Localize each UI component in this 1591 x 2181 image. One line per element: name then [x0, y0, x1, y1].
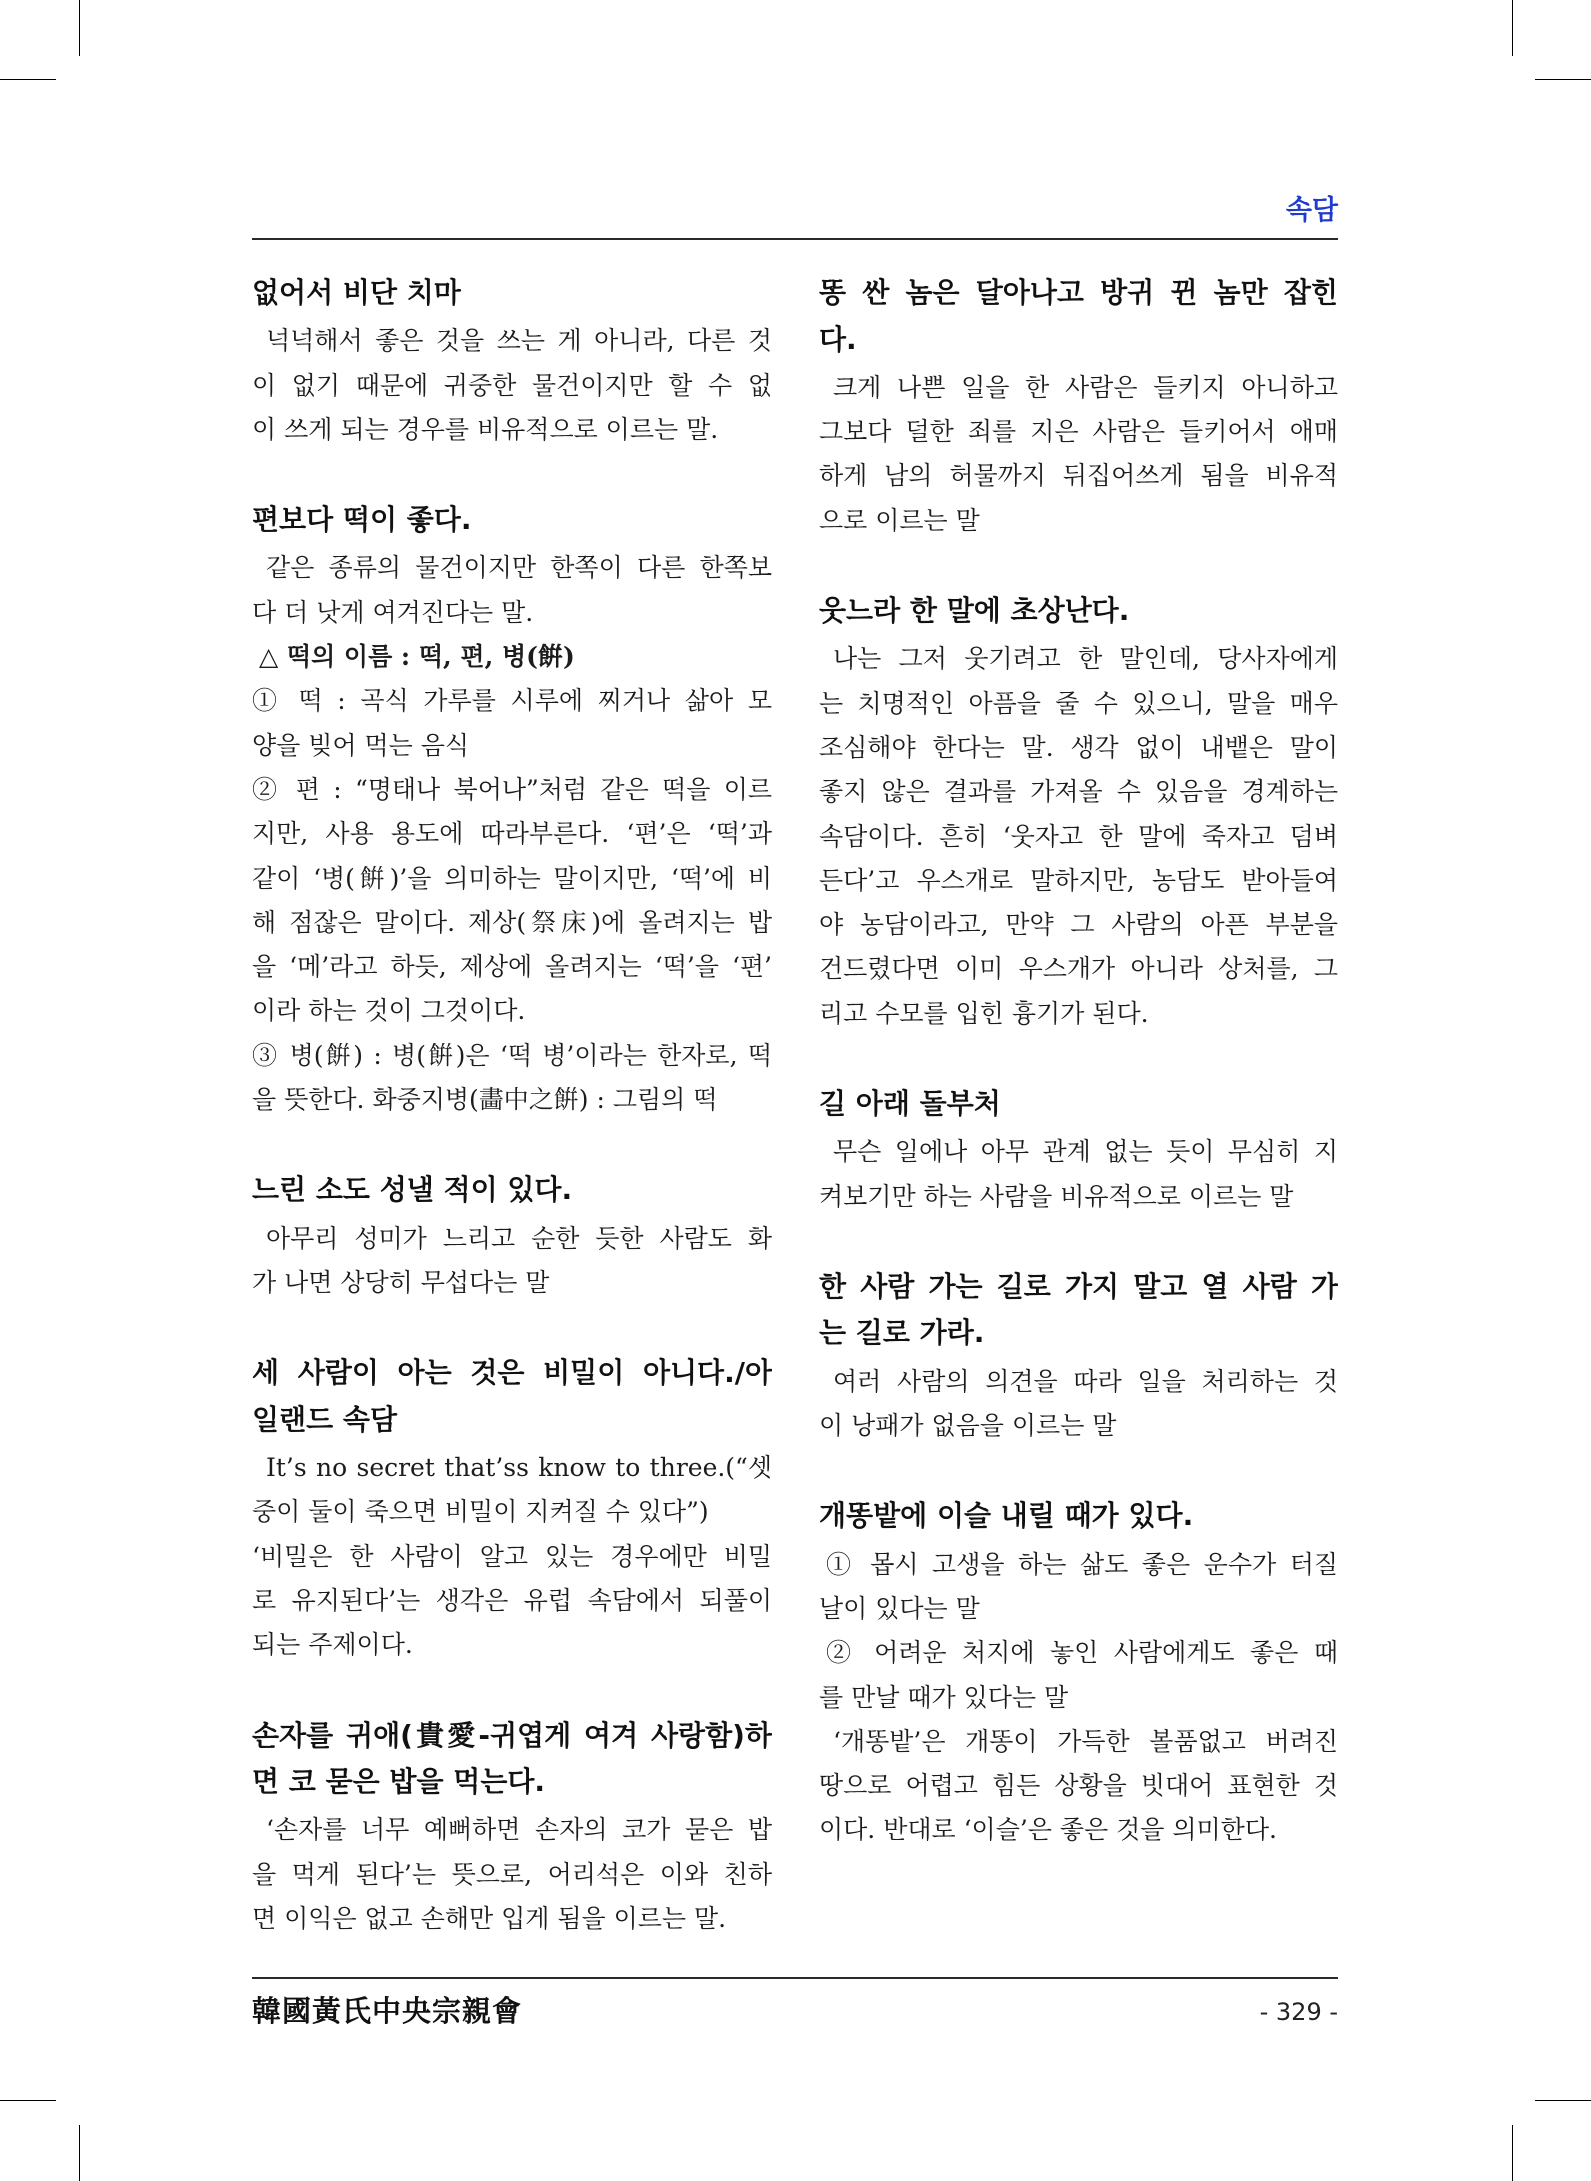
entry-title-line: 없어서 비단 치마	[252, 276, 461, 309]
body-line: 켜보기만 하는 사람을 비유적으로 이르는 말	[819, 1181, 1294, 1211]
entry-title-line: 웃느라 한 말에 초상난다.	[819, 594, 1130, 628]
entry-title	[252, 270, 772, 317]
body-line: ‘개똥밭’은 개똥이 가득한 볼품없고 버려진	[833, 1726, 1338, 1756]
entry-title	[252, 497, 772, 544]
proverb-entry	[252, 1713, 772, 1942]
crop-mark	[1535, 2100, 1591, 2101]
entry-title-line: 개똥밭에 이슬 내릴 때가 있다.	[819, 1499, 1194, 1533]
body-line: 리고 수모를 입힌 흉기가 된다.	[819, 998, 1149, 1028]
left-column	[252, 270, 772, 1941]
entry-body	[819, 1360, 1338, 1449]
entry-title-line: 손자를 귀애(貴愛-귀엽게 여겨 사랑함)하	[252, 1718, 772, 1752]
body-line: 을 먹게 된다’는 뜻으로, 어리석은 이와 친하	[252, 1859, 772, 1889]
body-line: 같이 ‘병(餠)’을 의미하는 말이지만, ‘떡’에 비	[252, 863, 772, 893]
body-line: 땅으로 어렵고 힘든 상황을 빗대어 표현한 것	[819, 1771, 1338, 1801]
entry-title	[819, 1081, 1338, 1128]
entry-title-line: 한 사람 가는 길로 가지 말고 열 사람 가	[819, 1269, 1338, 1303]
body-line: 으로 이르는 말	[819, 505, 980, 535]
body-line: ① 몹시 고생을 하는 삶도 좋은 운수가 터질	[826, 1549, 1338, 1579]
body-line: 하게 남의 허물까지 뒤집어쓰게 됨을 비유적	[819, 461, 1338, 491]
entry-title	[819, 270, 1338, 363]
crop-mark	[1512, 2125, 1513, 2181]
body-line: 날이 있다는 말	[819, 1593, 980, 1623]
body-line: 건드렸다면 이미 우스개가 아니라 상처를, 그	[819, 954, 1338, 984]
crop-mark	[1512, 0, 1513, 56]
body-line: 이다. 반대로 ‘이슬’은 좋은 것을 의미한다.	[819, 1815, 1277, 1845]
entry-title	[819, 588, 1338, 635]
entry-title-line: 똥 싼 놈은 달아나고 방귀 뀐 놈만 잡힌	[819, 276, 1338, 309]
entry-body	[819, 1130, 1338, 1219]
right-column	[819, 270, 1338, 1853]
body-line: 아무리 성미가 느리고 순한 듯한 사람도 화	[266, 1223, 772, 1253]
body-line: 가 나면 상당히 무섭다는 말	[252, 1267, 550, 1297]
proverb-entry	[252, 497, 772, 1122]
crop-mark	[79, 0, 80, 56]
body-line: 을 ‘메’라고 하듯, 제상에 올려지는 ‘떡’을 ‘편’	[252, 952, 772, 982]
body-line: 야 농담이라고, 만약 그 사람의 아픈 부분을	[819, 910, 1338, 940]
body-line: 중이 둘이 죽으면 비밀이 지켜질 수 있다”)	[252, 1497, 709, 1527]
body-line: ② 편 : “명태나 북어나”처럼 같은 떡을 이르	[252, 774, 772, 804]
entry-body	[252, 1446, 772, 1667]
page-number: - 329 -	[1259, 1998, 1338, 2026]
entry-body	[252, 319, 772, 452]
header-rule	[252, 238, 1338, 240]
entry-title	[819, 1264, 1338, 1357]
body-line: 이라 하는 것이 그것이다.	[252, 996, 526, 1026]
body-line: 나는 그저 웃기려고 한 말인데, 당사자에게	[833, 644, 1338, 674]
body-line: ② 어려운 처지에 놓인 사람에게도 좋은 때	[826, 1638, 1338, 1668]
body-line: 로 유지된다’는 생각은 유럽 속담에서 되풀이	[252, 1585, 772, 1615]
entry-title	[252, 1713, 772, 1806]
entry-title-line: 길 아래 돌부처	[819, 1087, 1001, 1121]
entry-title-line: 편보다 떡이 좋다.	[252, 503, 472, 537]
body-line: 이 낭패가 없음을 이르는 말	[819, 1411, 1117, 1441]
body-line: 양을 빚어 먹는 음식	[252, 730, 470, 760]
proverb-entry	[252, 270, 772, 452]
body-line: 든다’고 우스개로 말하지만, 농담도 받아들여	[819, 865, 1338, 895]
footer-rule	[252, 1977, 1338, 1979]
body-line: 되는 주제이다.	[252, 1630, 413, 1660]
entry-body	[252, 1217, 772, 1306]
publisher-name: 韓國黃氏中央宗親會	[252, 1994, 523, 2028]
body-line: ‘비밀은 한 사람이 알고 있는 경우에만 비밀	[252, 1541, 772, 1571]
entry-body	[819, 1543, 1338, 1853]
entry-body	[252, 546, 772, 1122]
body-line: ① 떡 : 곡식 가루를 시루에 찌거나 삶아 모	[252, 686, 772, 716]
crop-mark	[0, 79, 56, 80]
body-line: △ 떡의 이름 : 떡, 편, 병(餠)	[259, 642, 575, 672]
body-line: 해 점잖은 말이다. 제상(祭床)에 올려지는 밥	[252, 907, 772, 937]
proverb-entry	[819, 1493, 1338, 1852]
body-line: 면 이익은 없고 손해만 입게 됨을 이르는 말.	[252, 1904, 727, 1934]
body-line: 이 쓰게 되는 경우를 비유적으로 이르는 말.	[252, 414, 719, 444]
body-line: 속담이다. 흔히 ‘웃자고 한 말에 죽자고 덤벼	[819, 821, 1338, 851]
proverb-entry	[819, 588, 1338, 1036]
body-line: 좋지 않은 결과를 가져올 수 있음을 경계하는	[819, 777, 1338, 807]
entry-title-line: 면 코 묻은 밥을 먹는다.	[252, 1765, 546, 1799]
entry-title	[252, 1167, 772, 1214]
entry-title	[819, 1493, 1338, 1540]
body-line: 같은 종류의 물건이지만 한쪽이 다른 한쪽보	[266, 553, 772, 583]
body-line: ③ 병(餠) : 병(餠)은 ‘떡 병’이라는 한자로, 떡	[252, 1040, 772, 1070]
crop-mark	[1535, 79, 1591, 80]
crop-mark	[79, 2125, 80, 2181]
body-line: 조심해야 한다는 말. 생각 없이 내뱉은 말이	[819, 732, 1338, 762]
body-line: 무슨 일에나 아무 관계 없는 듯이 무심히 지	[833, 1137, 1338, 1167]
body-line: 그보다 덜한 죄를 지은 사람은 들키어서 애매	[819, 417, 1338, 447]
entry-body	[252, 1808, 772, 1941]
body-line: 넉넉해서 좋은 것을 쓰는 게 아니라, 다른 것	[266, 326, 772, 356]
proverb-entry	[819, 270, 1338, 543]
entry-title-line: 일랜드 속담	[252, 1402, 397, 1436]
entry-title-line: 다.	[819, 322, 857, 356]
body-line: 이 없기 때문에 귀중한 물건이지만 할 수 없	[252, 370, 772, 400]
entry-body	[819, 366, 1338, 543]
body-line: 여러 사람의 의견을 따라 일을 처리하는 것	[833, 1366, 1338, 1396]
body-line: 를 만날 때가 있다는 말	[819, 1682, 1069, 1712]
entry-title-line: 는 길로 가라.	[819, 1316, 985, 1350]
body-line: 는 치명적인 아픔을 줄 수 있으니, 말을 매우	[819, 688, 1338, 718]
proverb-entry	[252, 1167, 772, 1305]
crop-mark	[0, 2100, 56, 2101]
proverb-entry	[819, 1264, 1338, 1448]
body-line: 을 뜻한다. 화중지병(畵中之餠) : 그림의 떡	[252, 1085, 718, 1115]
entry-body	[819, 637, 1338, 1036]
body-line: ‘손자를 너무 예뻐하면 손자의 코가 묻은 밥	[266, 1815, 772, 1845]
entry-title	[252, 1350, 772, 1443]
section-title: 속담	[1285, 195, 1338, 226]
body-line: It’s no secret that’ss know to three.(“셋	[266, 1453, 772, 1483]
entry-title-line: 세 사람이 아는 것은 비밀이 아니다./아	[252, 1356, 772, 1390]
entry-title-line: 느린 소도 성낼 적이 있다.	[252, 1173, 573, 1207]
body-line: 지만, 사용 용도에 따라부른다. ‘편’은 ‘떡’과	[252, 819, 772, 849]
proverb-entry	[252, 1350, 772, 1667]
body-line: 다 더 낫게 여겨진다는 말.	[252, 597, 534, 627]
proverb-entry	[819, 1081, 1338, 1219]
body-line: 크게 나쁜 일을 한 사람은 들키지 아니하고	[833, 372, 1338, 402]
